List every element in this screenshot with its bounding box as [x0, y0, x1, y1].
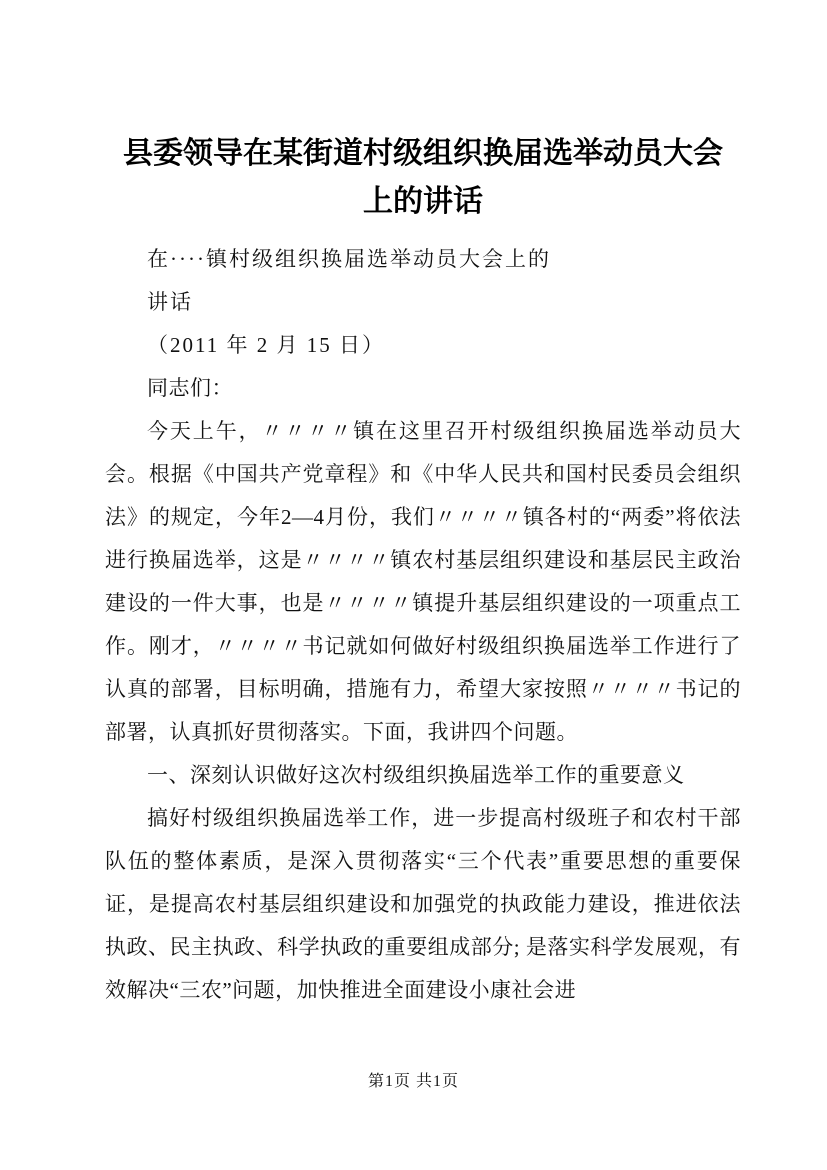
paragraph-2: 搞好村级组织换届选举工作，进一步提高村级班子和农村干部队伍的整体素质，是深入贯彻落实“三个代表”重要思想的重要保证，是提高农村基层组织建设和加强党的执政能力建设，推进依法执政、民主执政、科学执政的重要组成部分; 是落实科学发展观，有效解决“三农”问题，加快推进全面建设小康社会进: [105, 806, 741, 1002]
page-footer: 第1页 共1页: [367, 1073, 459, 1090]
document-content: [105, 130, 741, 1012]
document-subtitle-line2: 讲话: [147, 290, 193, 314]
paragraph-1: 今天上午，〃〃〃〃镇在这里召开村级组织换届选举动员大会。根据《中国共产党章程》和《中华人民共和国村民委员会组织法》的规定，今年2—4月份，我们〃〃〃〃镇各村的“两委”将依法进行换届选举，这是〃〃〃〃镇农村基层组织建设和基层民主政治建设的一件大事，也是〃〃〃〃镇提升基层组织建设的一项重点工作。刚才，〃〃〃〃书记就如何做好村级组织换届选举工作进行了认真的部署，目标明确，措施有力，希望大家按照〃〃〃〃书记的部署，认真抓好贯彻落实。下面，我讲四个问题。: [105, 419, 741, 744]
document-title: [105, 130, 741, 226]
document-title-line1: 县委领导在某街道村级组织换届选举动员大会: [123, 137, 723, 170]
document-salutation: 同志们：: [147, 376, 233, 400]
document-date: （2011 年 2 月 15 日）: [147, 333, 385, 357]
document-title-line2: 上的讲话: [363, 185, 483, 218]
section-heading-1: 一、深刻认识做好这次村级组织换届选举工作的重要意义: [147, 763, 685, 787]
document-subtitle-line1: 在····镇村级组织换届选举动员大会上的: [147, 247, 551, 271]
